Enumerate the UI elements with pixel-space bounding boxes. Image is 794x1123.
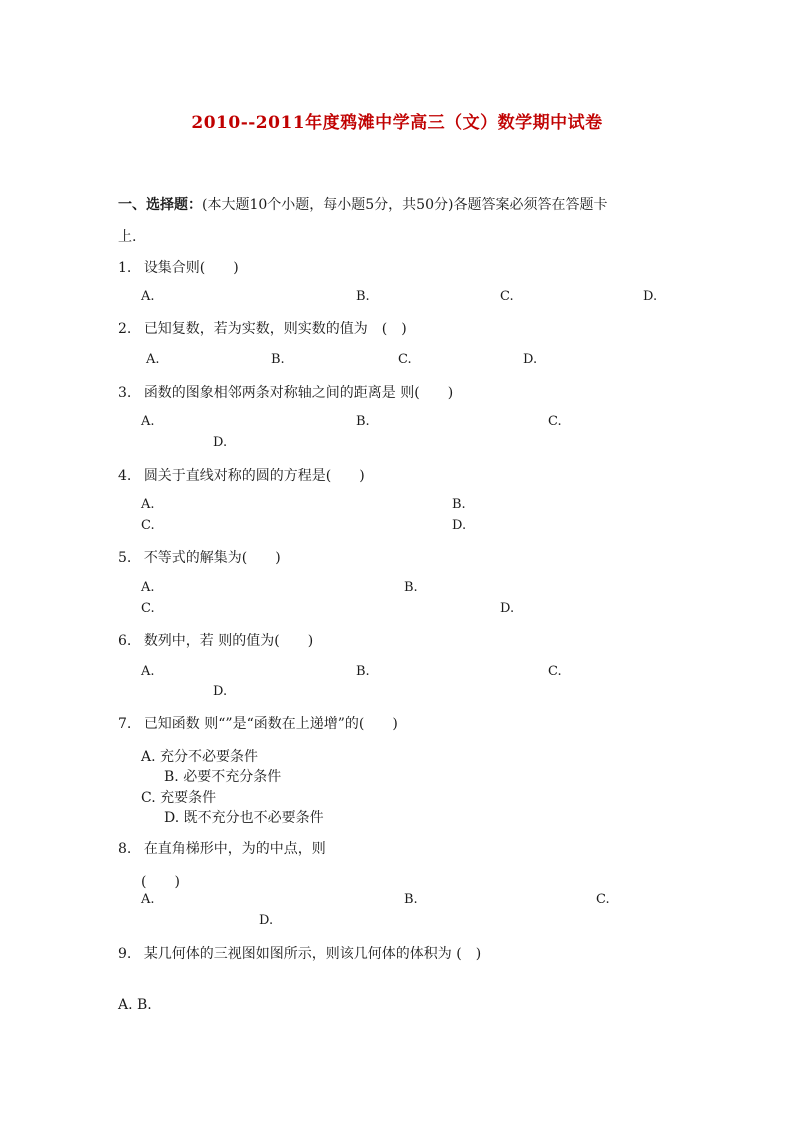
- question-number: 8.: [118, 841, 132, 857]
- option-d: D.: [500, 601, 515, 616]
- option-c: C.: [548, 414, 562, 429]
- question-text: 已知函数 则“”是“函数在上递增”的( ): [143, 716, 398, 732]
- option-d: D.: [523, 352, 538, 367]
- option-b: B.: [356, 289, 370, 304]
- option-c: C.: [141, 601, 155, 616]
- option-b: B.: [356, 414, 370, 429]
- option-d: D.: [643, 289, 658, 304]
- option-a: A.: [141, 892, 155, 907]
- question-number: 1.: [118, 260, 132, 276]
- question-9: [118, 943, 481, 963]
- question-5: [118, 547, 281, 567]
- section-instructions: [118, 194, 607, 214]
- option-b: B. 必要不充分条件: [164, 769, 282, 785]
- option-d: D. 既不充分也不必要条件: [164, 810, 324, 826]
- question-number: 7.: [118, 716, 132, 732]
- option-c: C.: [500, 289, 514, 304]
- option-b: B.: [404, 580, 418, 595]
- answer-parentheses: ( ): [141, 874, 180, 890]
- instructions-line2: 上.: [118, 229, 137, 245]
- question-6: [118, 630, 313, 650]
- question-text: 已知复数，若为实数，则实数的值为 ( ): [143, 321, 407, 337]
- option-d: D.: [452, 518, 467, 533]
- option-d: D.: [259, 913, 274, 928]
- question-text: 圆关于直线对称的圆的方程是( ): [143, 468, 365, 484]
- question-number: 5.: [118, 550, 132, 566]
- page-title: 2010--2011年度鸦滩中学高三（文）数学期中试卷: [191, 113, 603, 133]
- option-c: C.: [141, 518, 155, 533]
- question-4: [118, 465, 365, 485]
- question-number: 6.: [118, 633, 132, 649]
- question-text: 不等式的解集为( ): [143, 550, 281, 566]
- question-text: 某几何体的三视图如图所示，则该几何体的体积为 ( ): [143, 946, 482, 962]
- question-3: [118, 382, 453, 402]
- option-a: A.: [141, 289, 155, 304]
- question-8: [118, 838, 326, 858]
- question-number: 2.: [118, 321, 132, 337]
- question-number: 3.: [118, 385, 132, 401]
- section-heading: 一、选择题：: [118, 197, 202, 213]
- option-a: A.: [141, 414, 155, 429]
- option-a: A. 充分不必要条件: [141, 749, 259, 765]
- question-text: 函数的图象相邻两条对称轴之间的距离是 则( ): [143, 385, 454, 401]
- option-b: B.: [271, 352, 285, 367]
- option-b: B.: [404, 892, 418, 907]
- question-number: 9.: [118, 946, 132, 962]
- question-2: [118, 318, 407, 338]
- options-line: A. B.: [118, 997, 152, 1013]
- option-c: C.: [548, 664, 562, 679]
- option-c: C. 充要条件: [141, 790, 217, 806]
- question-text: 数列中，若 则的值为( ): [143, 633, 314, 649]
- question-7: [118, 713, 398, 733]
- option-d: D.: [213, 435, 228, 450]
- option-b: B.: [356, 664, 370, 679]
- option-a: A.: [146, 352, 160, 367]
- option-c: C.: [596, 892, 610, 907]
- question-text: 在直角梯形中，为的中点，则: [143, 841, 326, 857]
- question-text: 设集合则( ): [143, 260, 239, 276]
- question-1: [118, 257, 239, 277]
- option-a: A.: [141, 580, 155, 595]
- question-number: 4.: [118, 468, 132, 484]
- option-b: B.: [452, 497, 466, 512]
- option-a: A.: [141, 497, 155, 512]
- instructions-line1: (本大题10个小题，每小题5分，共50分)各题答案必须答在答题卡: [202, 197, 608, 213]
- option-c: C.: [398, 352, 412, 367]
- option-a: A.: [141, 664, 155, 679]
- option-d: D.: [213, 684, 228, 699]
